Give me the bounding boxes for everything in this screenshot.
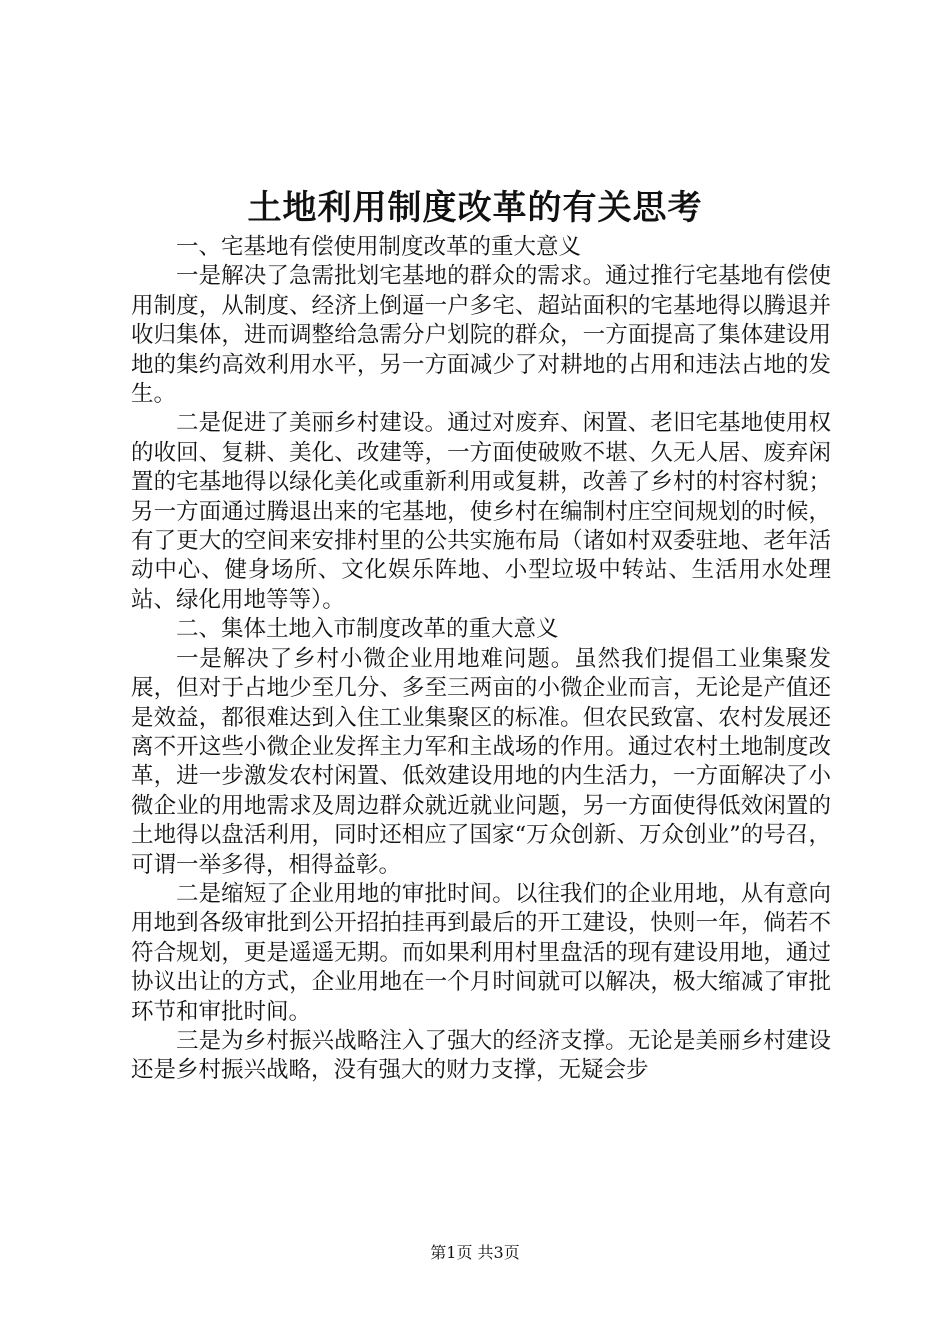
paragraph: 一是解决了急需批划宅基地的群众的需求。通过推行宅基地有偿使用制度，从制度、经济上倒逼一户多宅、超站面积的宅基地得以腾退并收归集体，进而调整给急需分户划院的群众，一方面提高了集体建设用地的集约高效利用水平，另一方面减少了对耕地的占用和违法占地的发生。	[131, 263, 831, 408]
paragraph: 三是为乡村振兴战略注入了强大的经济支撑。无论是美丽乡村建设还是乡村振兴战略，没有强大的财力支撑，无疑会步	[131, 1027, 831, 1084]
paragraph: 一是解决了乡村小微企业用地难问题。虽然我们提倡工业集聚发展，但对于占地少至几分、多至三两亩的小微企业而言，无论是产值还是效益，都很难达到入住工业集聚区的标准。但农民致富、农村发展还离不开这些小微企业发挥主力军和主战场的作用。通过农村土地制度改革，进一步激发农村闲置、低效建设用地的内生活力，一方面解决了小微企业的用地需求及周边群众就近就业问题，另一方面使得低效闲置的土地得以盘活利用，同时还相应了国家“万众创新、万众创业”的号召，可谓一举多得，相得益彰。	[131, 645, 831, 878]
section-heading-1: 一、宅基地有偿使用制度改革的重大意义	[176, 234, 582, 260]
document-title: 土地利用制度改革的有关思考	[247, 188, 703, 228]
page-footer: 第1页 共3页	[430, 1243, 520, 1262]
paragraph: 二是促进了美丽乡村建设。通过对废弃、闲置、老旧宅基地使用权的收回、复耕、美化、改建等，一方面使破败不堪、久无人居、废弃闲置的宅基地得以绿化美化或重新利用或复耕，改善了乡村的村容村貌；另一方面通过腾退出来的宅基地，使乡村在编制村庄空间规划的时候，有了更大的空间来安排村里的公共实施布局（诸如村双委驻地、老年活动中心、健身场所、文化娱乐阵地、小型垃圾中转站、生活用水处理站、绿化用地等等）。	[131, 410, 831, 613]
section-heading-2: 二、集体土地入市制度改革的重大意义	[176, 616, 559, 643]
document-body	[131, 233, 831, 1086]
paragraph: 二是缩短了企业用地的审批时间。以往我们的企业用地，从有意向用地到各级审批到公开招拍挂再到最后的开工建设，快则一年，倘若不符合规划，更是遥遥无期。而如果利用村里盘活的现有建设用地，通过协议出让的方式，企业用地在一个月时间就可以解决，极大缩减了审批环节和审批时间。	[131, 880, 831, 1025]
